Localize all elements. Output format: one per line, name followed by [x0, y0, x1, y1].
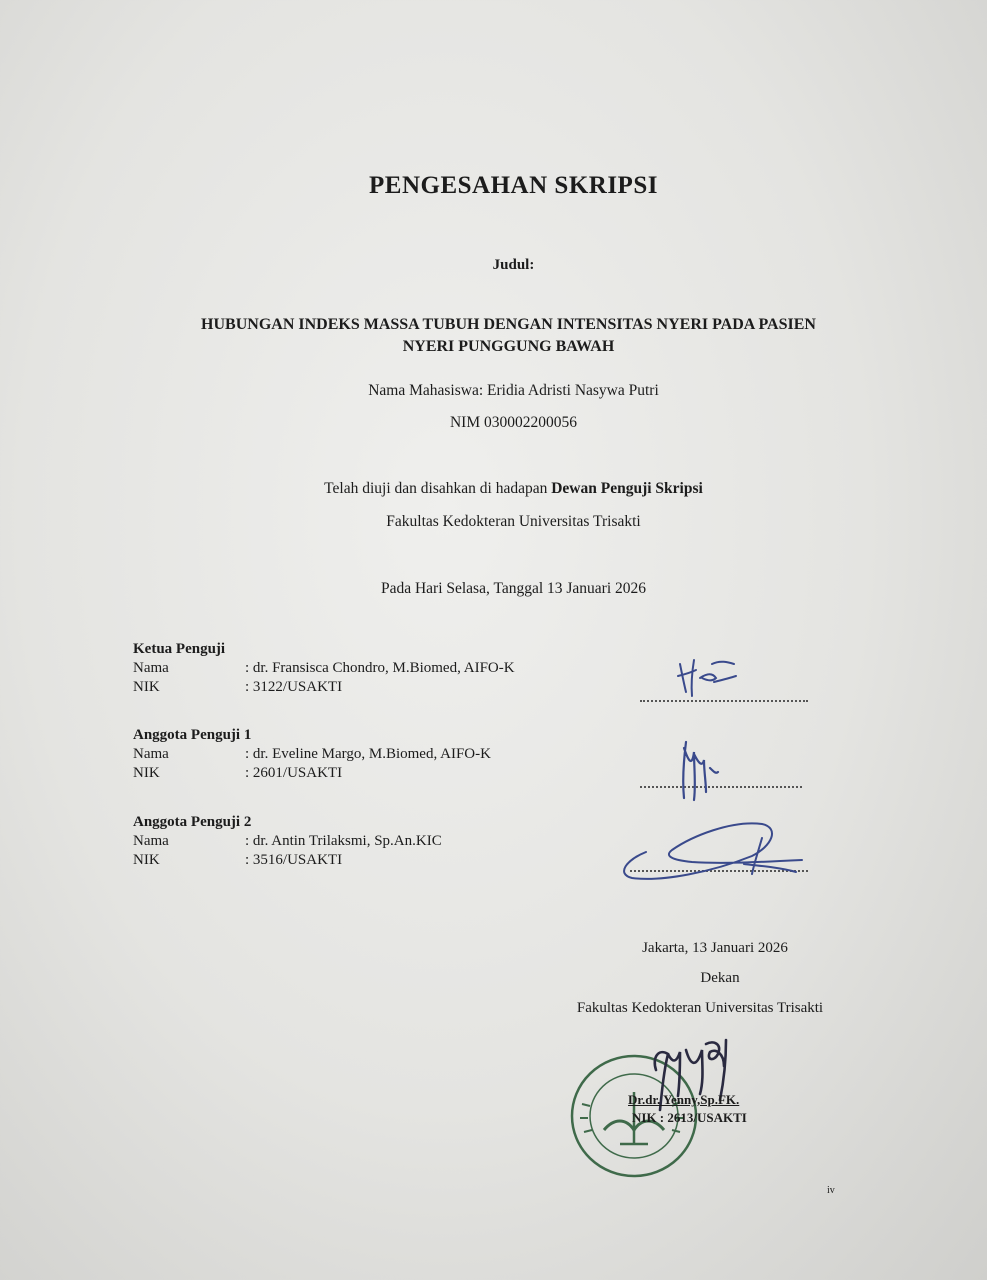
examiner-chair [133, 641, 603, 697]
signature-member-2 [612, 816, 812, 886]
dean-name: Dr.dr. Yenny,Sp.FK. [628, 1092, 740, 1107]
place-date: Jakarta, 13 Januari 2026 [642, 940, 788, 956]
examiner-member-1 [133, 727, 603, 783]
examiner-name: : dr. Eveline Margo, M.Biomed, AIFO-K [245, 746, 491, 762]
examiner-nik: : 3516/USAKTI [245, 852, 343, 868]
nik-label: NIK [133, 679, 160, 695]
nik-label: NIK [133, 765, 160, 781]
signature-chair [672, 652, 742, 704]
examiner-name: : dr. Antin Trilaksmi, Sp.An.KIC [245, 833, 442, 849]
approval-board: Dewan Penguji Skripsi [551, 480, 703, 497]
examiner-nik: : 2601/USAKTI [245, 765, 343, 781]
dean-faculty: Fakultas Kedokteran Universitas Trisakti [576, 1000, 824, 1016]
examiner-name: : dr. Fransisca Chondro, M.Biomed, AIFO-K [245, 660, 515, 676]
examiner-role: Ketua Penguji [133, 641, 226, 657]
student-nim: NIM 030002200056 [449, 414, 577, 431]
examiner-role: Anggota Penguji 2 [133, 814, 252, 830]
name-label: Nama [133, 833, 169, 849]
nik-label: NIK [133, 852, 160, 868]
page-title: PENGESAHAN SKRIPSI [369, 172, 658, 199]
page-number: iv [827, 1185, 835, 1196]
exam-date: Pada Hari Selasa, Tanggal 13 Januari 2026 [380, 580, 647, 597]
dean-nik: NIK : 2613/USAKTI [632, 1110, 747, 1125]
thesis-title-line-2: NYERI PUNGGUNG BAWAH [402, 338, 615, 355]
approval-statement [20, 480, 987, 498]
student-name: Nama Mahasiswa: Eridia Adristi Nasywa Putri [368, 382, 659, 399]
name-label: Nama [133, 746, 169, 762]
approval-faculty: Fakultas Kedokteran Universitas Trisakti [386, 513, 641, 530]
examiner-nik: : 3122/USAKTI [245, 679, 343, 695]
examiner-role: Anggota Penguji 1 [133, 727, 252, 743]
approval-text: Telah diuji dan disahkan di hadapan [324, 480, 552, 497]
thesis-title-line-1: HUBUNGAN INDEKS MASSA TUBUH DENGAN INTENSITAS NYERI PADA PASIEN [201, 316, 816, 333]
dean-title: Dekan [700, 970, 740, 986]
judul-label: Judul: [492, 257, 535, 273]
name-label: Nama [133, 660, 169, 676]
thesis-title [15, 314, 987, 358]
examiner-member-2 [133, 814, 603, 870]
signature-member-1 [672, 738, 732, 804]
